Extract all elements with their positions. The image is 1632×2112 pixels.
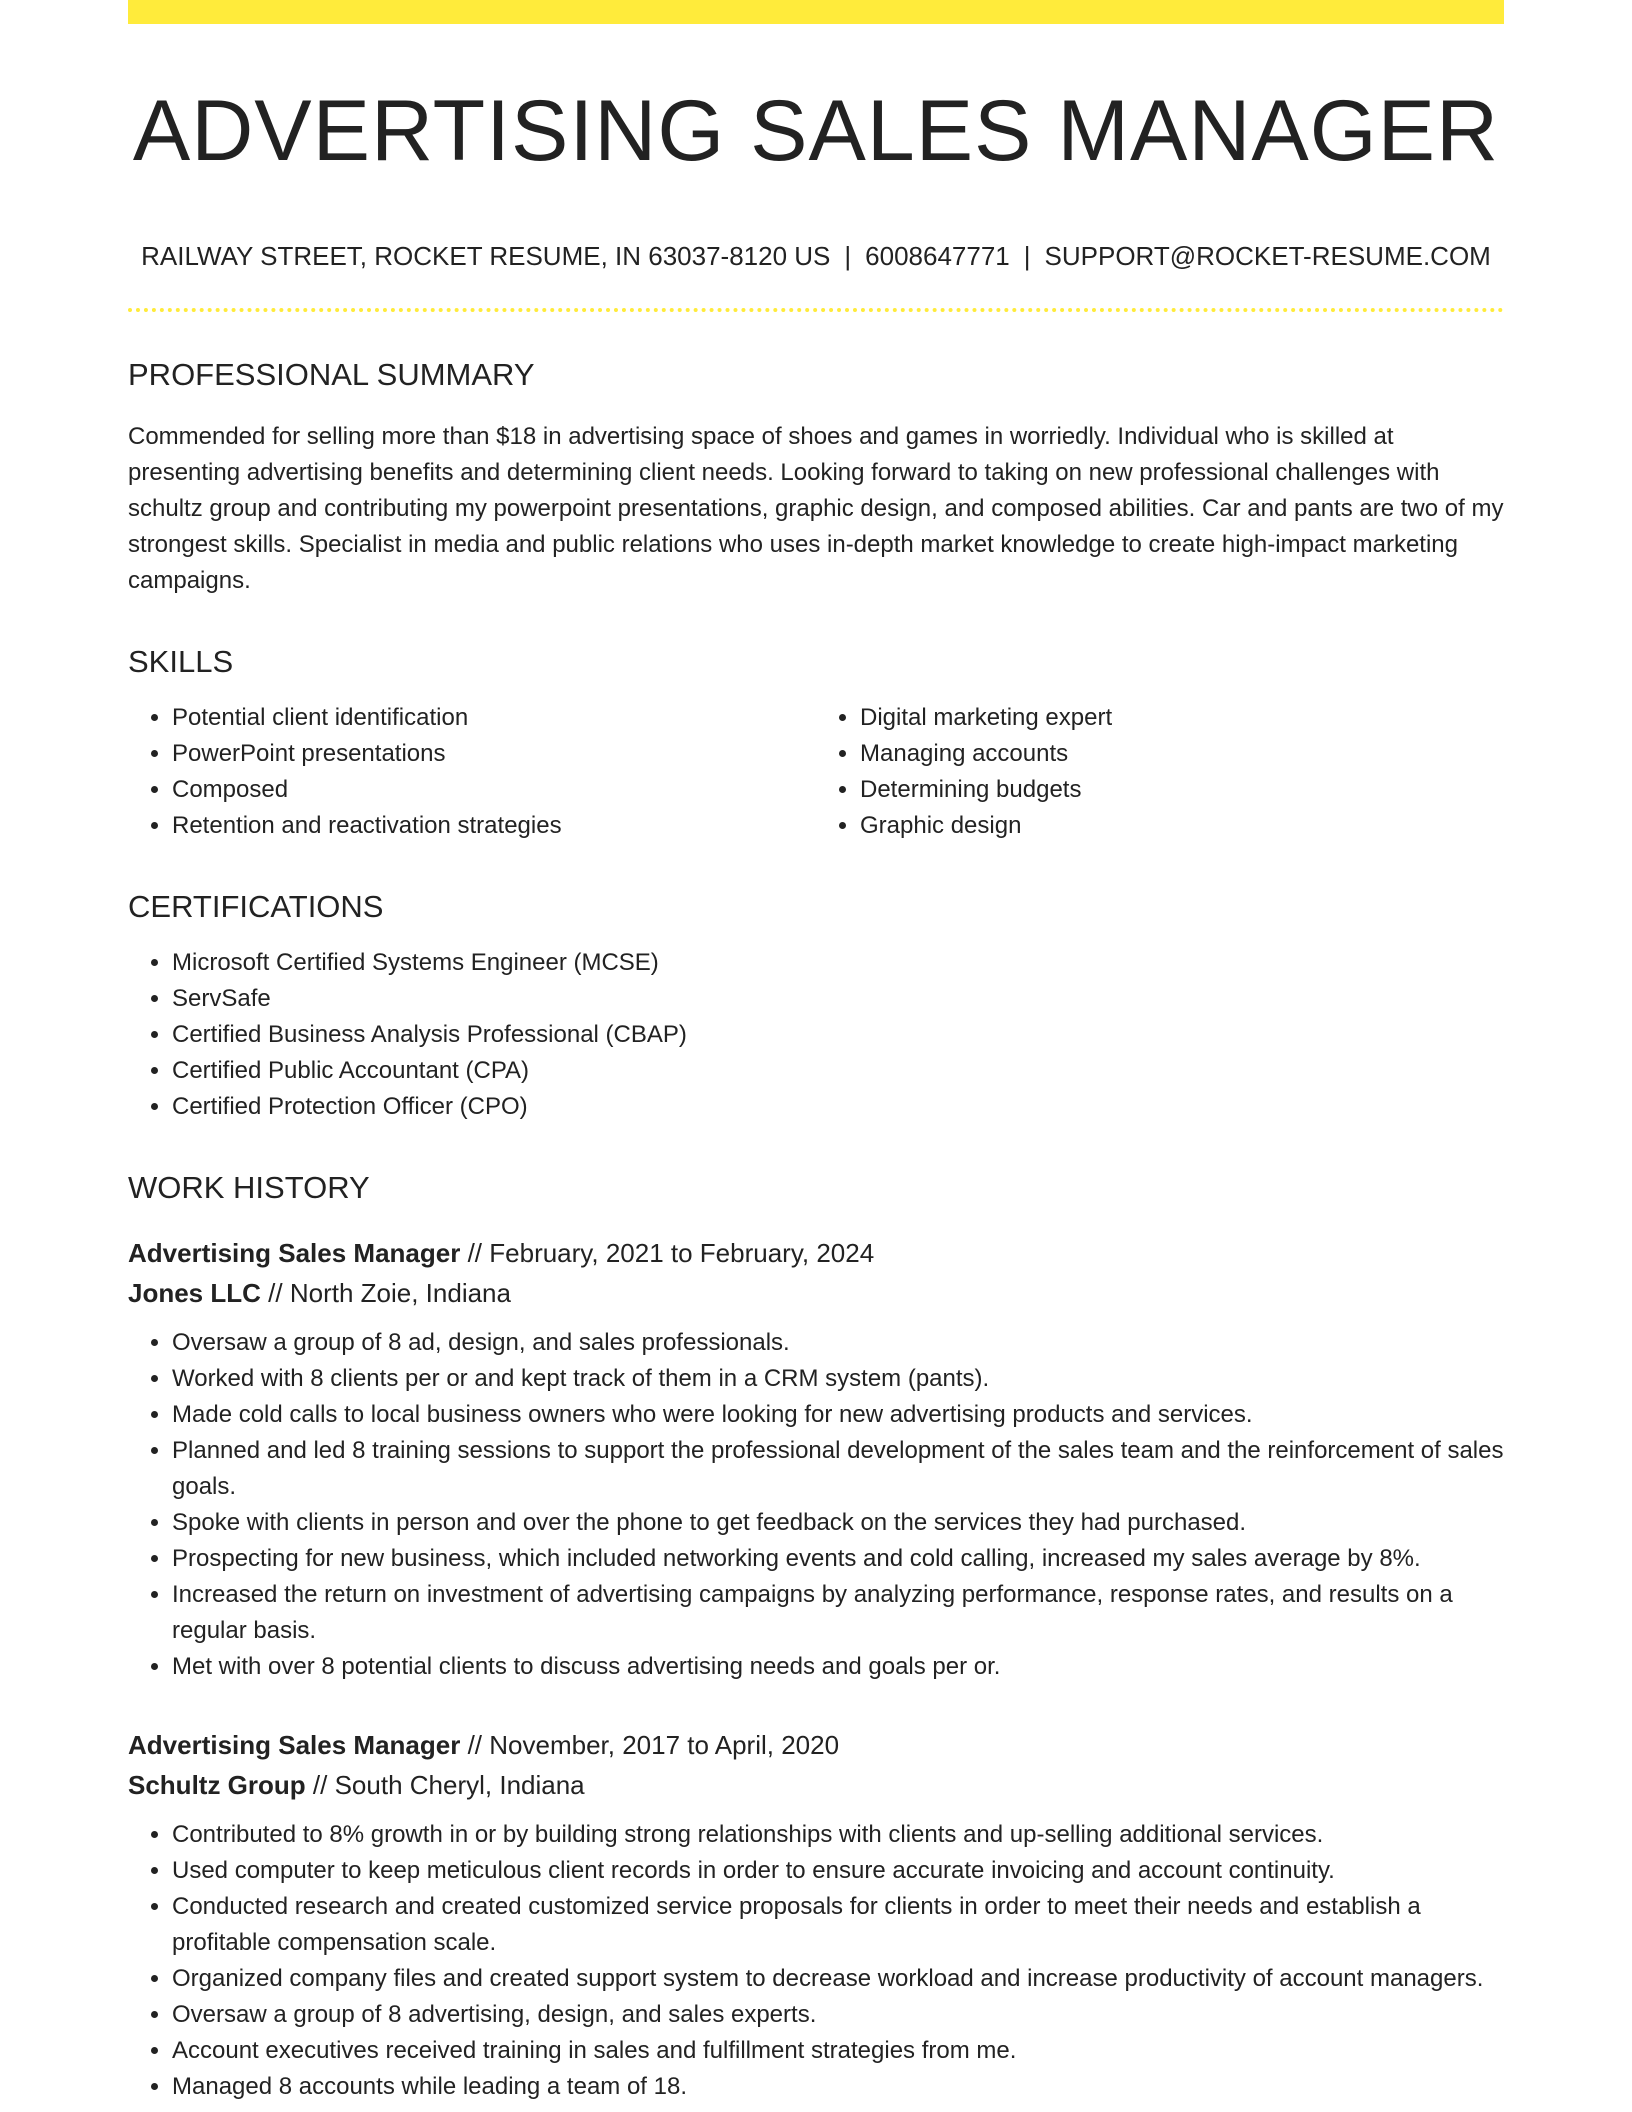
job-location: North Zoie, Indiana [289,1277,511,1308]
job-bullet: • Prospecting for new business, which included networking events and cold calling, increased my sales average by 8%. [172,1541,1504,1577]
job-bullet: • Worked with 8 clients per or and kept track of them in a CRM system (pants). [172,1361,1504,1397]
job-bullet: • Planned and led 8 training sessions to support the professional development of the sales team and the reinforcement of sales goals. [172,1433,1504,1505]
contact-address: RAILWAY STREET, ROCKET RESUME, IN 63037-8120 US [141,240,831,271]
skill-item: • Digital marketing expert [860,700,1504,736]
certification-item: • Certified Public Accountant (CPA) [172,1053,1504,1089]
job-location: South Cheryl, Indiana [334,1769,585,1800]
job-divider: // [467,1729,483,1760]
work-history-heading: WORK HISTORY [128,1170,370,1206]
job-bullet: • Used computer to keep meticulous client records in order to ensure accurate invoicing and account continuity. [172,1853,1504,1889]
certification-item: • ServSafe [172,981,1504,1017]
job-entry [128,1725,1504,2105]
certification-item: • Certified Protection Officer (CPO) [172,1089,1504,1125]
job-dates: November, 2017 to April, 2020 [489,1729,840,1760]
certification-item: • Certified Business Analysis Professional (CBAP) [172,1017,1504,1053]
job-bullet: • Oversaw a group of 8 advertising, design, and sales experts. [172,1997,1504,2033]
job-entry [128,1233,1504,1685]
job-company-line [128,1273,1504,1313]
skill-item: • Composed [172,772,816,808]
skills-list [128,700,1504,844]
job-bullet: • Made cold calls to local business owners who were looking for new advertising products and services. [172,1397,1504,1433]
skill-item: • Graphic design [860,808,1504,844]
summary-heading: PROFESSIONAL SUMMARY [128,356,535,392]
contact-email: SUPPORT@ROCKET-RESUME.COM [1044,240,1491,271]
contact-separator: | [1023,240,1031,271]
skill-item: • PowerPoint presentations [172,736,816,772]
job-bullet: • Met with over 8 potential clients to discuss advertising needs and goals per or. [172,1649,1504,1685]
job-divider: // [467,1237,483,1268]
top-accent-bar [128,0,1504,24]
job-role: Advertising Sales Manager [128,1237,461,1268]
job-divider: // [268,1277,283,1308]
skills-heading: SKILLS [128,643,234,679]
job-role: Advertising Sales Manager [128,1729,461,1760]
contact-separator: | [844,240,852,271]
job-bullet: • Spoke with clients in person and over the phone to get feedback on the services they had purchased. [172,1505,1504,1541]
summary-text: Commended for selling more than $18 in advertising space of shoes and games in worriedly. Individual who is skilled at presenting advertising benefits and determining client needs. Looking forward to taking on new professional challenges with schultz group and contributing my powerpoint presentations, graphic design, and composed abilities. Car and pants are two of my strongest skills. Specialist in media and public relations who uses in-depth market knowledge to create high-impact marketing campaigns. [128,422,1504,594]
skill-item: • Retention and reactivation strategies [172,808,816,844]
job-divider: // [312,1769,328,1800]
skills-column-left [128,700,816,844]
job-company: Jones LLC [128,1277,261,1308]
contact-line [128,241,1504,272]
job-bullet: • Organized company files and created support system to decrease workload and increase productivity of account managers. [172,1961,1504,1997]
job-company: Schultz Group [128,1769,306,1800]
job-bullet: • Managed 8 accounts while leading a team of 18. [172,2069,1504,2105]
job-role-line [128,1233,1504,1273]
dotted-divider [128,308,1504,312]
job-company-line [128,1765,1504,1805]
contact-phone: 6008647771 [865,240,1010,271]
job-bullet: • Increased the return on investment of advertising campaigns by analyzing performance, response rates, and results on a regular basis. [172,1577,1504,1649]
certifications-list [128,945,1504,1125]
job-role-line [128,1725,1504,1765]
certifications-heading: CERTIFICATIONS [128,889,384,925]
skill-item: • Potential client identification [172,700,816,736]
skills-column-right [816,700,1504,844]
resume-title: ADVERTISING SALES MANAGER [132,83,1500,179]
job-bullet: • Account executives received training in sales and fulfillment strategies from me. [172,2033,1504,2069]
skill-item: • Managing accounts [860,736,1504,772]
job-bullet: • Contributed to 8% growth in or by building strong relationships with clients and up-selling additional services. [172,1817,1504,1853]
job-bullets [128,1325,1504,1685]
skill-item: • Determining budgets [860,772,1504,808]
job-dates: February, 2021 to February, 2024 [489,1237,875,1268]
job-bullet: • Conducted research and created customized service proposals for clients in order to meet their needs and establish a profitable compensation scale. [172,1889,1504,1961]
job-bullet: • Oversaw a group of 8 ad, design, and sales professionals. [172,1325,1504,1361]
job-bullets [128,1817,1504,2105]
certification-item: • Microsoft Certified Systems Engineer (MCSE) [172,945,1504,981]
